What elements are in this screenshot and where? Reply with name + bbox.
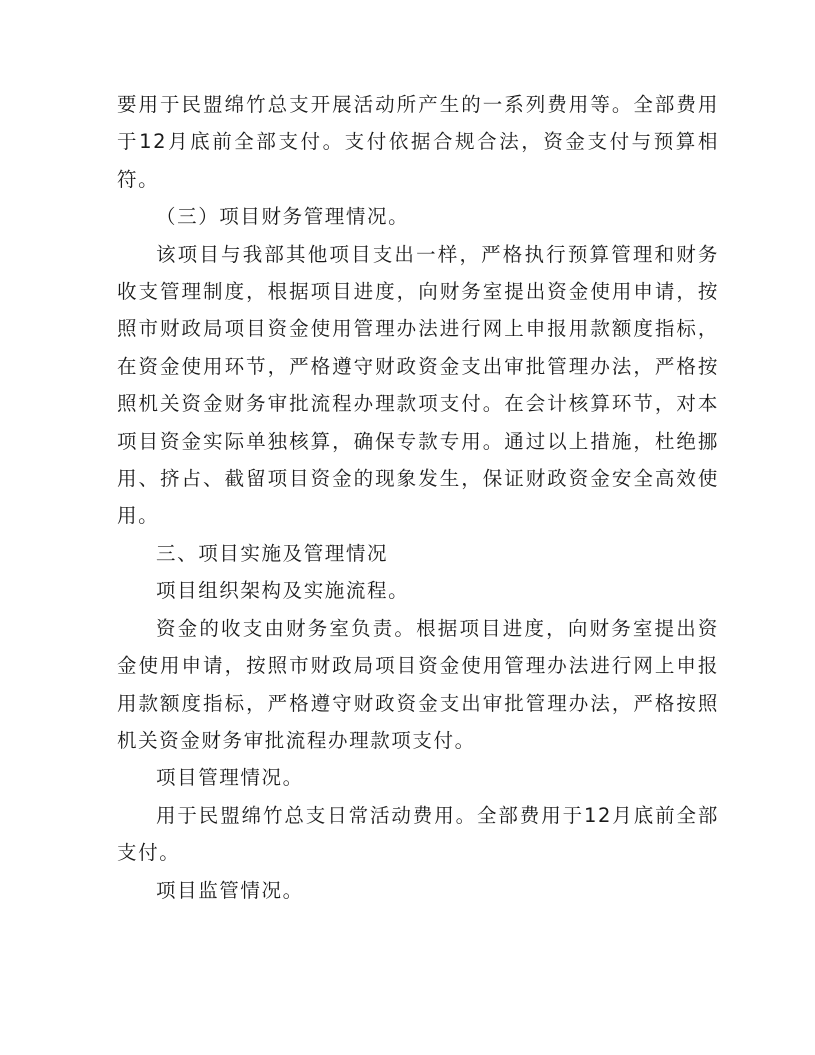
paragraph-financial-management: 该项目与我部其他项目支出一样，严格执行预算管理和财务收支管理制度，根据项目进度，向财务室提出资金使用申请，按照市财政局项目资金使用管理办法进行网上申报用款额度指标，在资金使用环节，严格遵守财政资金支出审批管理办法，严格按照机关资金财务审批流程办理款项支付。在会计核算环节，对本项目资金实际单独核算，确保专款专用。通过以上措施，杜绝挪用、挤占、截留项目资金的现象发生，保证财政资金安全高效使用。: [117, 242, 719, 528]
paragraph-project-management: 用于民盟绵竹总支日常活动费用。全部费用于12月底前全部支付。: [117, 803, 719, 865]
heading-organization: 项目组织架构及实施流程。: [156, 579, 410, 603]
heading-financial-management: （三）项目财务管理情况。: [156, 205, 410, 229]
paragraph-organization: 资金的收支由财务室负责。根据项目进度，向财务室提出资金使用申请，按照市财政局项目资金使用管理办法进行网上申报用款额度指标，严格遵守财政资金支出审批管理办法，严格按照机关资金财务审批流程办理款项支付。: [117, 616, 719, 752]
heading-implementation: 三、项目实施及管理情况: [156, 541, 389, 565]
heading-project-management: 项目管理情况。: [156, 766, 304, 790]
paragraph-funds-usage: 要用于民盟绵竹总支开展活动所产生的一系列费用等。全部费用于12月底前全部支付。支付依据合规合法，资金支付与预算相符。: [117, 93, 719, 191]
heading-supervision: 项目监管情况。: [156, 878, 304, 902]
